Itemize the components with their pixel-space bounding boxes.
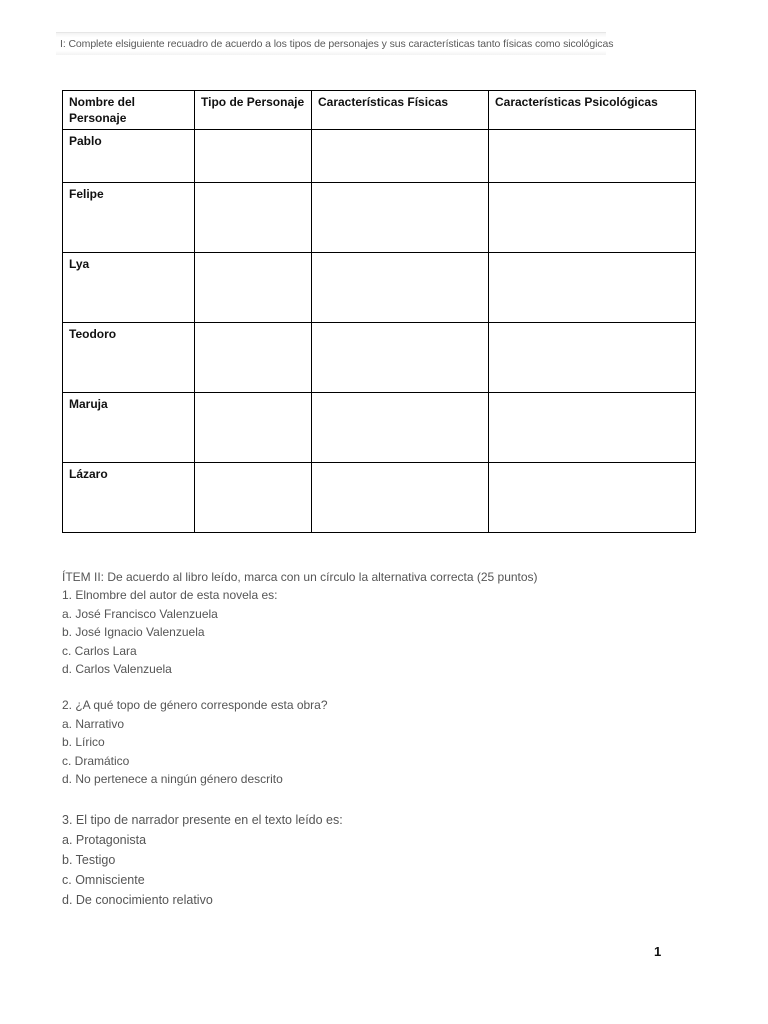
question-2: 2. ¿A qué topo de género corresponde esta obra? — [62, 698, 328, 713]
cell-tipo[interactable] — [195, 393, 312, 463]
question-1: 1. Elnombre del autor de esta novela es: — [62, 588, 278, 603]
character-name: Maruja — [63, 393, 195, 463]
characters-table — [62, 90, 696, 533]
character-name: Lázaro — [63, 463, 195, 533]
cell-fisicas[interactable] — [312, 253, 489, 323]
header-nombre: Nombre del Personaje — [63, 91, 195, 130]
cell-psicologicas[interactable] — [489, 130, 696, 183]
character-name: Pablo — [63, 130, 195, 183]
header-psicologicas: Características Psicológicas — [489, 91, 696, 130]
option-1d[interactable]: d. Carlos Valenzuela — [62, 662, 172, 677]
option-2d[interactable]: d. No pertenece a ningún género descrito — [62, 772, 283, 787]
table-row — [63, 323, 696, 393]
option-2c[interactable]: c. Dramático — [62, 753, 130, 768]
cell-fisicas[interactable] — [312, 183, 489, 253]
header-tipo: Tipo de Personaje — [195, 91, 312, 130]
option-3a[interactable]: a. Protagonista — [62, 833, 147, 848]
question-3-block — [62, 810, 538, 910]
character-name: Teodoro — [63, 323, 195, 393]
spacer — [62, 788, 538, 810]
cell-tipo[interactable] — [195, 323, 312, 393]
instruction-text: I: Complete elsiguiente recuadro de acuerdo a los tipos de personajes y sus características tanto físicas como sicológicas — [60, 38, 614, 50]
cell-tipo[interactable] — [195, 253, 312, 323]
cell-psicologicas[interactable] — [489, 463, 696, 533]
item-ii-heading: ÍTEM II: De acuerdo al libro leído, marca con un círculo la alternativa correcta (25 puntos) — [62, 570, 538, 584]
header-fisicas: Características Físicas — [312, 91, 489, 130]
item-ii-section — [62, 568, 538, 910]
cell-psicologicas[interactable] — [489, 323, 696, 393]
question-3: 3. El tipo de narrador presente en el texto leído es: — [62, 813, 343, 828]
option-1b[interactable]: b. José Ignacio Valenzuela — [62, 625, 205, 640]
table-row — [63, 463, 696, 533]
cell-fisicas[interactable] — [312, 323, 489, 393]
character-name: Lya — [63, 253, 195, 323]
table-row — [63, 183, 696, 253]
option-3b[interactable]: b. Testigo — [62, 853, 116, 868]
option-2a[interactable]: a. Narrativo — [62, 716, 125, 731]
option-3c[interactable]: c. Omnisciente — [62, 873, 145, 888]
table-row — [63, 130, 696, 183]
cell-tipo[interactable] — [195, 183, 312, 253]
cell-fisicas[interactable] — [312, 393, 489, 463]
table-row — [63, 253, 696, 323]
page-number: 1 — [654, 944, 662, 959]
table-header-row — [63, 91, 696, 130]
cell-tipo[interactable] — [195, 130, 312, 183]
cell-psicologicas[interactable] — [489, 183, 696, 253]
cell-psicologicas[interactable] — [489, 393, 696, 463]
option-1a[interactable]: a. José Francisco Valenzuela — [62, 606, 218, 621]
cell-fisicas[interactable] — [312, 130, 489, 183]
cell-tipo[interactable] — [195, 463, 312, 533]
cell-psicologicas[interactable] — [489, 253, 696, 323]
table-row — [63, 393, 696, 463]
option-2b[interactable]: b. Lírico — [62, 735, 105, 750]
option-3d[interactable]: d. De conocimiento relativo — [62, 893, 213, 908]
spacer — [62, 678, 538, 696]
cell-fisicas[interactable] — [312, 463, 489, 533]
character-name: Felipe — [63, 183, 195, 253]
option-1c[interactable]: c. Carlos Lara — [62, 643, 137, 658]
